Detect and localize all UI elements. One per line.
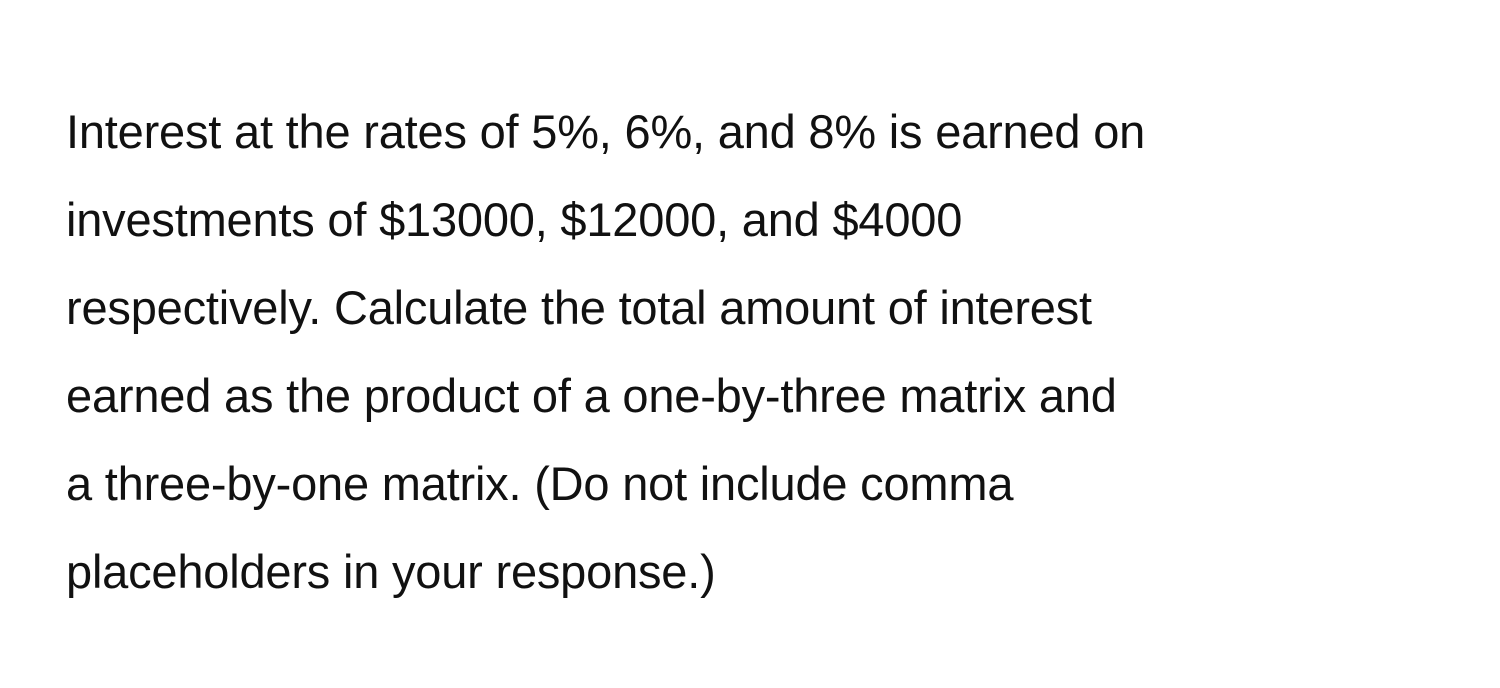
question-line-3: respectively. Calculate the total amount of interest [66,281,1092,334]
question-line-1: Interest at the rates of 5%, 6%, and 8% is earned on [66,105,1146,158]
question-text [66,88,1466,616]
question-line-6: placeholders in your response.) [66,545,716,598]
question-line-5: a three-by-one matrix. (Do not include comma [66,457,1014,510]
question-line-4: earned as the product of a one-by-three matrix and [66,369,1117,422]
question-line-2: investments of $13000, $12000, and $4000 [66,193,963,246]
